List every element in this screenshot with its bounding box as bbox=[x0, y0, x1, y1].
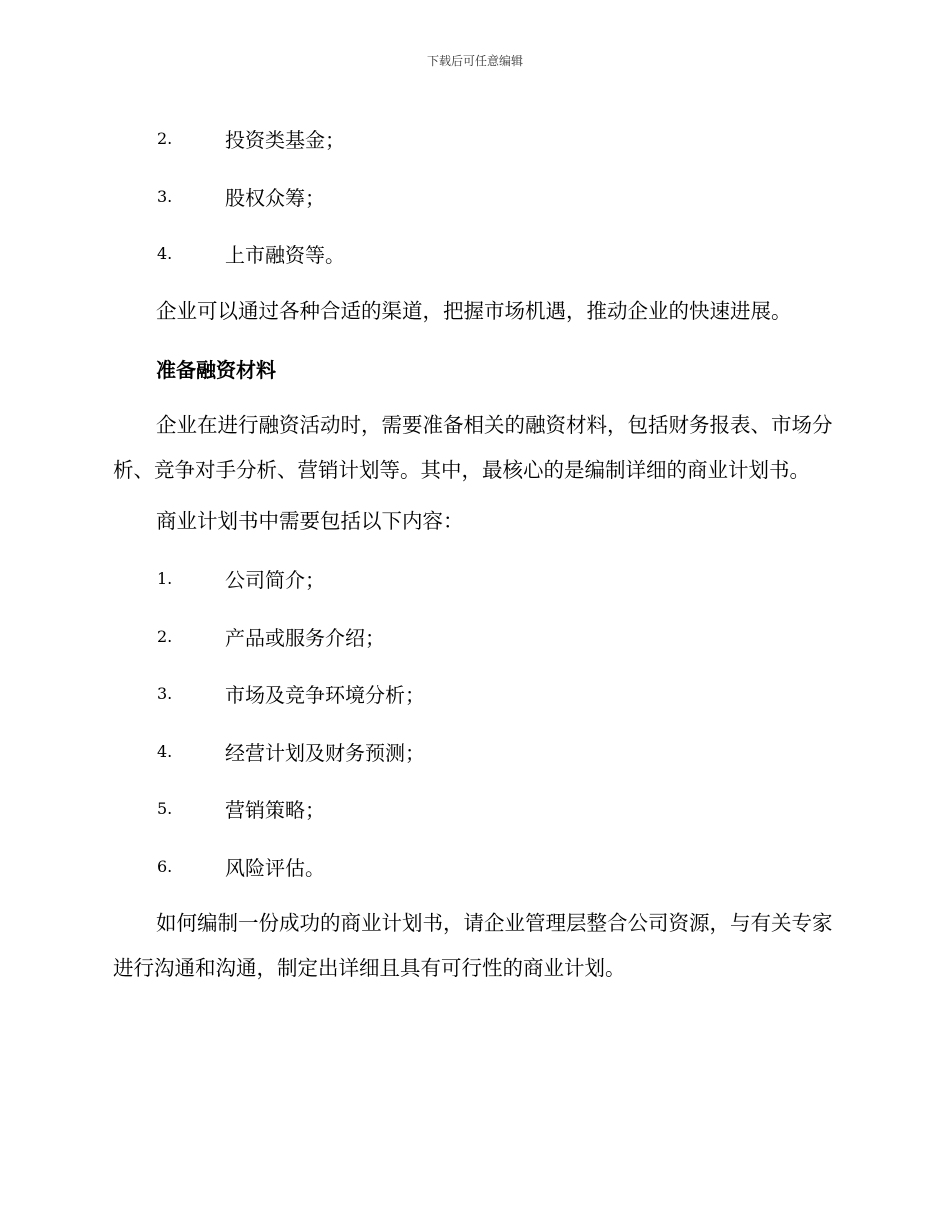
list-item bbox=[113, 838, 833, 896]
document-body bbox=[113, 110, 833, 997]
list-text: 投资类基金； bbox=[225, 128, 345, 153]
list-number: 4. bbox=[157, 741, 173, 761]
paragraph: 企业可以通过各种合适的渠道，把握市场机遇，推动企业的快速进展。 bbox=[156, 298, 792, 323]
list-number: 1. bbox=[157, 569, 173, 589]
list-item bbox=[113, 225, 833, 283]
list-item bbox=[113, 168, 833, 226]
list-number: 3. bbox=[157, 186, 173, 206]
paragraph: 如何编制一份成功的商业计划书，请企业管理层整合公司资源，与有关专家进行沟通和沟通，制定出详细且具有可行性的商业计划。 bbox=[113, 911, 833, 980]
list-item bbox=[113, 665, 833, 723]
paragraph: 企业在进行融资活动时，需要准备相关的融资材料，包括财务报表、市场分析、竞争对手分析、营销计划等。其中，最核心的是编制详细的商业计划书。 bbox=[113, 413, 833, 482]
list-item bbox=[113, 723, 833, 781]
funding-channel-list bbox=[113, 110, 833, 283]
list-text: 公司简介； bbox=[225, 568, 325, 593]
list-number: 2. bbox=[157, 626, 173, 646]
list-number: 2. bbox=[157, 129, 173, 149]
list-text: 经营计划及财务预测； bbox=[225, 740, 425, 765]
list-number: 5. bbox=[157, 799, 173, 819]
section-heading: 准备融资材料 bbox=[156, 357, 276, 382]
business-plan-contents-list bbox=[113, 550, 833, 895]
list-text: 股权众筹； bbox=[225, 185, 325, 210]
list-item bbox=[113, 110, 833, 168]
list-text: 风险评估。 bbox=[225, 855, 325, 880]
page-header-note: 下载后可任意编辑 bbox=[426, 54, 523, 68]
list-item bbox=[113, 780, 833, 838]
list-number: 6. bbox=[157, 856, 173, 876]
list-item bbox=[113, 550, 833, 608]
list-text: 营销策略； bbox=[225, 798, 325, 823]
list-item bbox=[113, 608, 833, 666]
list-text: 产品或服务介绍； bbox=[225, 625, 385, 650]
paragraph: 商业计划书中需要包括以下内容： bbox=[156, 509, 464, 533]
list-number: 3. bbox=[157, 684, 173, 704]
list-text: 上市融资等。 bbox=[225, 243, 345, 268]
list-number: 4. bbox=[157, 244, 173, 264]
list-text: 市场及竞争环境分析； bbox=[225, 683, 425, 708]
